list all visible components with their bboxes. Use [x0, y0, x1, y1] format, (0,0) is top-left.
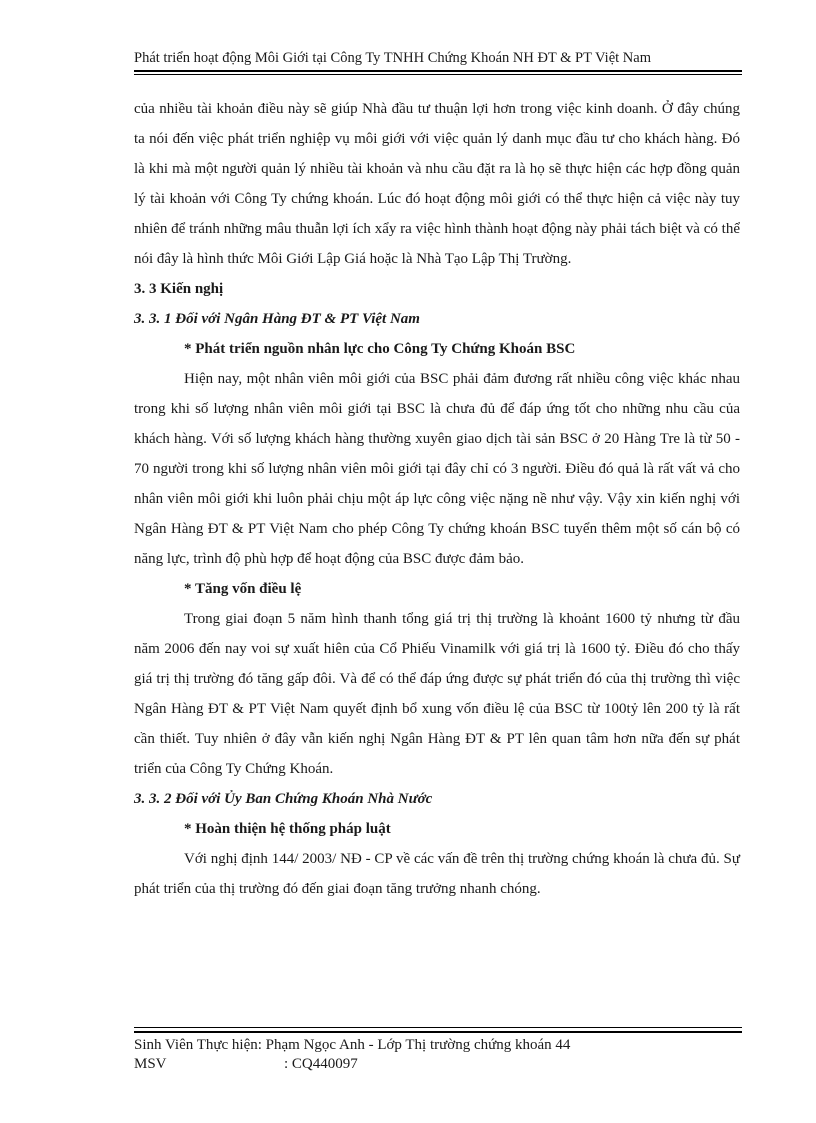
page-header-title: Phát triển hoạt động Môi Giới tại Công Ty TNHH Chứng Khoán NH ĐT & PT Việt Nam [134, 50, 651, 66]
footer-divider [134, 1031, 742, 1033]
footer-msv-value: : CQ440097 [284, 1056, 358, 1072]
subheading-charter-capital: * Tăng vốn điều lệ [184, 581, 302, 597]
subheading-human-resources: * Phát triển nguồn nhân lực cho Công Ty Chứng Khoán BSC [184, 341, 576, 357]
subsection-heading-3-3-1: 3. 3. 1 Đối với Ngân Hàng ĐT & PT Việt Nam [134, 311, 420, 327]
page-footer [134, 1036, 740, 1074]
paragraph-charter-capital: Trong giai đoạn 5 năm hình thanh tổng giá trị thị trường là khoảnt 1600 tỷ nhưng từ đầu năm 2006 đến nay voi sự xuất hiên của Cổ Phiếu Vinamilk với giá trị là 1600 tỷ. Điều đó cho thấy giá trị thị trường đó tăng gấp đôi. Và để có thể đáp ứng được sự phát triển đó của thị trường thì việc Ngân Hàng ĐT & PT Việt Nam quyết định bổ xung vốn điều lệ của BSC từ 100tỷ lên 200 tỷ là rất cần thiết. Tuy nhiên ở đây vẫn kiến nghị Ngân Hàng ĐT & PT lên quan tâm hơn nữa đến sự phát triển của Công Ty Chứng Khoán. [134, 611, 740, 777]
footer-divider-thin [134, 1027, 742, 1028]
section-heading-3-3: 3. 3 Kiến nghị [134, 281, 224, 297]
document-body [134, 94, 740, 904]
footer-msv-line [134, 1055, 740, 1074]
footer-msv-label: MSV [134, 1056, 167, 1072]
paragraph-human-resources: Hiện nay, một nhân viên môi giới của BSC phải đảm đương rất nhiều công việc khác nhau trong khi số lượng nhân viên môi giới tại BSC là chưa đủ để đáp ứng tốt cho những nhu cầu của khách hàng. Với số lượng khách hàng thường xuyên giao dịch tài sản BSC ở 20 Hàng Tre là từ 50 - 70 người trong khi số lượng nhân viên môi giới tại đây chỉ có 3 người. Điều đó quả là rất vất vả cho nhân viên môi giới khi luôn phải chịu một áp lực công việc nặng nề như vậy. Vậy xin kiến nghị với Ngân Hàng ĐT & PT Việt Nam cho phép Công Ty chứng khoán BSC tuyển thêm một số cán bộ có năng lực, trình độ phù hợp để hoạt động của BSC được đảm bảo. [134, 371, 740, 567]
header-divider-thin [134, 74, 742, 75]
footer-student-line: Sinh Viên Thực hiện: Phạm Ngọc Anh - Lớp Thị trường chứng khoán 44 [134, 1037, 571, 1053]
paragraph-legal-system: Với nghị định 144/ 2003/ NĐ - CP về các vấn đề trên thị trường chứng khoán là chưa đủ. Sự phát triển của thị trường đó đến giai đoạn tăng trưởng nhanh chóng. [134, 851, 740, 897]
paragraph-continuation: của nhiều tài khoản điều này sẽ giúp Nhà đầu tư thuận lợi hơn trong việc kinh doanh. Ở đây chúng ta nói đến việc phát triển nghiệp vụ môi giới với việc quản lý danh mục đầu tư cho khách hàng. Đó là khi mà một người quản lý nhiều tài khoản và nhu cầu đặt ra là họ sẽ thực hiện các hợp đồng quản lý tài khoản với Công Ty chứng khoán. Lúc đó hoạt động môi giới có thể thực hiện cả việc này tuy nhiên để tránh những mâu thuẫn lợi ích xẩy ra việc hình thành hoạt động này phải tách biệt và có thể nói đây là hình thức Môi Giới Lập Giá hoặc là Nhà Tạo Lập Thị Trường. [134, 101, 740, 267]
header-divider [134, 70, 742, 72]
subheading-legal-system: * Hoàn thiện hệ thống pháp luật [184, 821, 391, 837]
subsection-heading-3-3-2: 3. 3. 2 Đối với Ủy Ban Chứng Khoán Nhà Nước [134, 791, 433, 807]
